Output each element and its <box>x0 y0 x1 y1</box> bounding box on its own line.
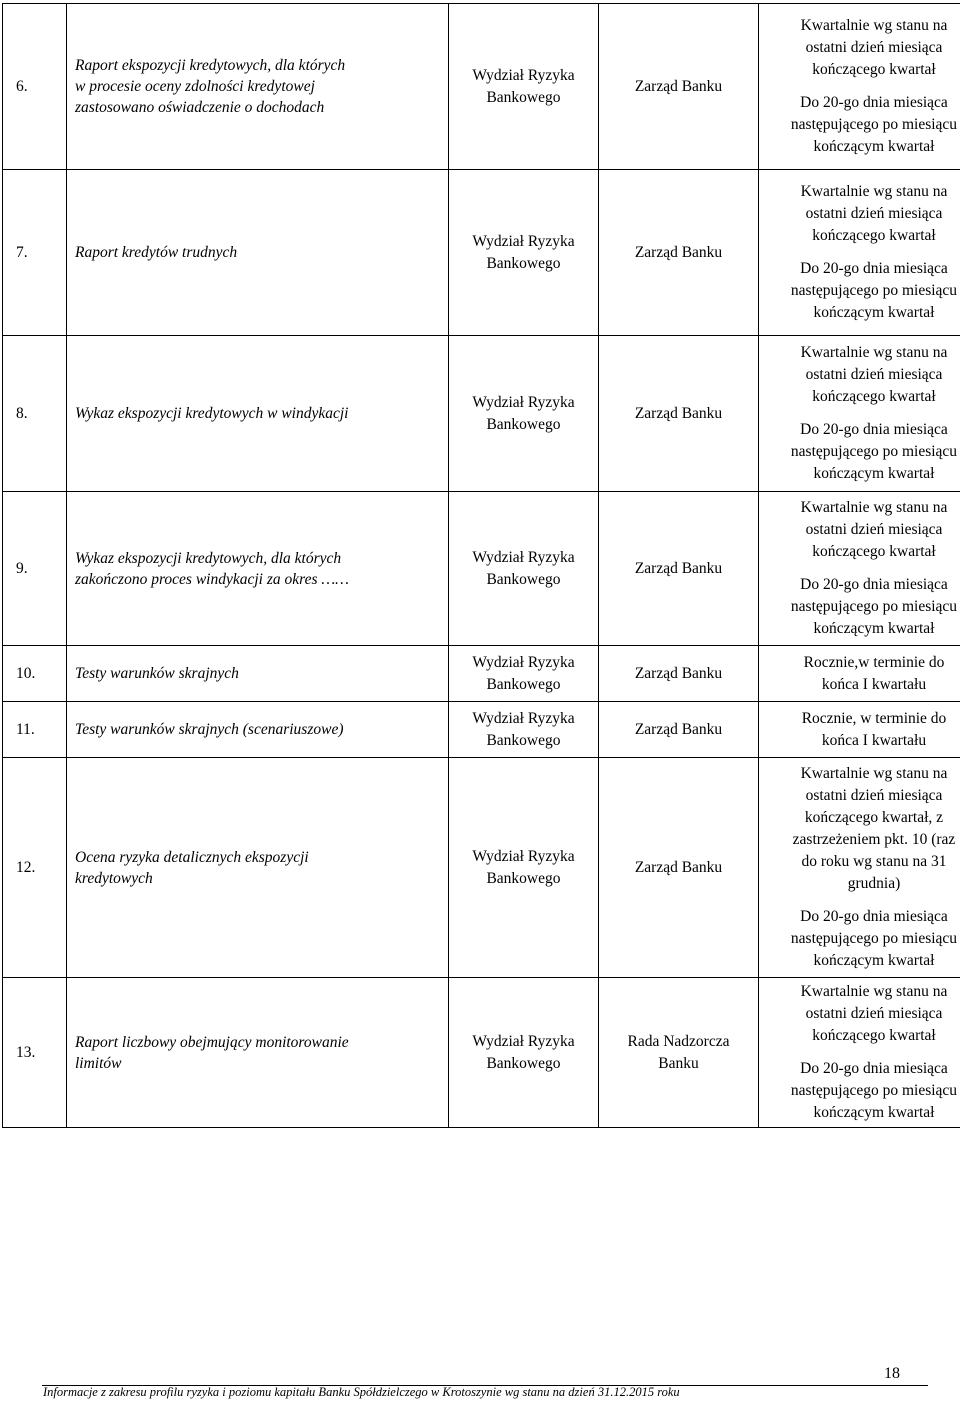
report-recipient <box>599 336 759 492</box>
reporting-frequency <box>759 170 960 336</box>
report-recipient <box>599 492 759 646</box>
frequency-schedule <box>759 181 960 247</box>
report-recipient-line: Rada Nadzorcza <box>627 1032 730 1050</box>
frequency-deadline-line: kończącym kwartał <box>813 304 935 321</box>
frequency-deadline <box>759 1058 960 1124</box>
frequency-schedule-line: kończącego kwartał <box>812 227 936 244</box>
report-recipient-line: Zarząd Banku <box>634 243 723 261</box>
row-number: 8. <box>3 336 67 492</box>
report-description-line: zakończono proces windykacji za okres …… <box>75 570 349 588</box>
frequency-deadline-line: kończącym kwartał <box>813 620 935 637</box>
page-number: 18 <box>884 1365 900 1382</box>
responsible-unit-line: Wydział Ryzyka <box>472 709 575 727</box>
frequency-schedule <box>759 708 960 752</box>
responsible-unit-line: Bankowego <box>486 1054 561 1072</box>
report-recipient <box>599 646 759 702</box>
frequency-schedule <box>759 652 960 696</box>
table-row <box>3 170 960 336</box>
frequency-deadline-line: kończącym kwartał <box>813 138 935 155</box>
table-row <box>3 646 960 702</box>
row-number: 9. <box>3 492 67 646</box>
frequency-schedule-line: ostatni dzień miesiąca <box>805 366 943 383</box>
reporting-frequency <box>759 758 960 978</box>
report-description-line: Testy warunków skrajnych <box>75 665 239 682</box>
page-number-divider <box>868 1385 928 1386</box>
frequency-schedule <box>759 763 960 895</box>
report-description-line: zastosowano oświadczenie o dochodach <box>75 99 325 116</box>
report-description <box>67 336 449 492</box>
frequency-schedule-line: Rocznie,w terminie do <box>803 653 945 671</box>
frequency-schedule-line: ostatni dzień miesiąca <box>805 39 943 56</box>
report-recipient-line: Zarząd Banku <box>634 559 723 577</box>
frequency-deadline-line: następującego po miesiącu <box>790 598 958 615</box>
responsible-unit-line: Bankowego <box>486 869 561 887</box>
report-recipient-line: Zarząd Banku <box>634 664 723 682</box>
responsible-unit <box>449 170 599 336</box>
frequency-schedule-line: kończącego kwartał <box>812 61 936 78</box>
table-row <box>3 978 960 1128</box>
report-description <box>67 4 449 170</box>
frequency-schedule-line: zastrzeżeniem pkt. 10 (raz <box>792 831 956 848</box>
row-number: 11. <box>3 702 67 758</box>
frequency-deadline-line: następującego po miesiącu <box>790 282 958 299</box>
report-description <box>67 646 449 702</box>
responsible-unit <box>449 702 599 758</box>
frequency-schedule-line: Kwartalnie wg stanu na <box>800 499 948 516</box>
frequency-schedule-line: kończącego kwartał, z <box>804 809 944 826</box>
report-description <box>67 702 449 758</box>
responsible-unit-line: Wydział Ryzyka <box>472 653 575 671</box>
frequency-deadline-line: następującego po miesiącu <box>790 1082 958 1099</box>
frequency-deadline <box>759 92 960 158</box>
row-number: 12. <box>3 758 67 978</box>
report-description <box>67 758 449 978</box>
frequency-schedule <box>759 981 960 1047</box>
frequency-deadline-line: Do 20-go dnia miesiąca <box>800 260 948 277</box>
report-description <box>67 492 449 646</box>
frequency-schedule-line: kończącego kwartał <box>812 1027 936 1044</box>
frequency-schedule <box>759 342 960 408</box>
frequency-deadline-line: Do 20-go dnia miesiąca <box>800 908 948 925</box>
frequency-deadline <box>759 906 960 972</box>
responsible-unit <box>449 336 599 492</box>
report-description-line: Raport ekspozycji kredytowych, dla których <box>75 57 346 74</box>
report-recipient-line: Zarząd Banku <box>634 858 723 876</box>
frequency-schedule-line: Kwartalnie wg stanu na <box>800 183 948 200</box>
frequency-schedule-line: końca I kwartału <box>821 731 927 749</box>
responsible-unit-line: Wydział Ryzyka <box>472 847 575 865</box>
frequency-schedule-line: Kwartalnie wg stanu na <box>800 983 948 1000</box>
frequency-schedule-line: Kwartalnie wg stanu na <box>800 17 948 34</box>
responsible-unit-line: Wydział Ryzyka <box>472 232 575 250</box>
frequency-deadline-line: Do 20-go dnia miesiąca <box>800 1060 948 1077</box>
report-description-line: Raport liczbowy obejmujący monitorowanie <box>75 1033 349 1051</box>
frequency-deadline-line: następującego po miesiącu <box>790 443 958 460</box>
report-recipient <box>599 978 759 1128</box>
responsible-unit-line: Bankowego <box>486 254 561 272</box>
frequency-schedule-line: ostatni dzień miesiąca <box>805 787 943 804</box>
responsible-unit-line: Bankowego <box>486 570 561 588</box>
table-row <box>3 492 960 646</box>
reporting-frequency <box>759 978 960 1128</box>
report-recipient <box>599 170 759 336</box>
report-description-line: kredytowych <box>75 869 153 887</box>
frequency-schedule-line: Kwartalnie wg stanu na <box>800 344 948 361</box>
report-description-line: Wykaz ekspozycji kredytowych, dla których <box>75 549 342 567</box>
row-number: 13. <box>3 978 67 1128</box>
frequency-deadline-line: kończącym kwartał <box>813 1104 935 1121</box>
row-number: 6. <box>3 4 67 170</box>
responsible-unit-line: Wydział Ryzyka <box>472 393 575 411</box>
report-recipient-line: Zarząd Banku <box>634 404 723 422</box>
frequency-schedule-line: ostatni dzień miesiąca <box>805 521 943 538</box>
report-recipient-line: Zarząd Banku <box>634 720 723 738</box>
responsible-unit-line: Wydział Ryzyka <box>472 548 575 566</box>
frequency-deadline-line: Do 20-go dnia miesiąca <box>800 576 948 593</box>
table-row <box>3 702 960 758</box>
responsible-unit <box>449 646 599 702</box>
responsible-unit <box>449 978 599 1128</box>
frequency-deadline-line: Do 20-go dnia miesiąca <box>800 94 948 111</box>
frequency-deadline-line: następującego po miesiącu <box>790 930 958 947</box>
frequency-schedule-line: kończącego kwartał <box>812 388 936 405</box>
table-row <box>3 758 960 978</box>
reporting-frequency <box>759 4 960 170</box>
frequency-schedule-line: do roku wg stanu na 31 <box>801 853 947 870</box>
frequency-schedule <box>759 497 960 563</box>
responsible-unit-line: Bankowego <box>486 675 561 693</box>
table-row <box>3 4 960 170</box>
frequency-schedule-line: kończącego kwartał <box>812 543 936 560</box>
responsible-unit-line: Bankowego <box>486 415 561 433</box>
responsible-unit <box>449 758 599 978</box>
frequency-deadline-line: Do 20-go dnia miesiąca <box>800 421 948 438</box>
frequency-schedule-line: grudnia) <box>847 875 901 892</box>
report-description-line: w procesie oceny zdolności kredytowej <box>75 78 315 95</box>
frequency-deadline <box>759 574 960 640</box>
report-recipient-line: Zarząd Banku <box>634 77 723 95</box>
report-recipient-line: Banku <box>658 1054 699 1072</box>
report-description-line: Raport kredytów trudnych <box>75 244 238 261</box>
frequency-schedule-line: ostatni dzień miesiąca <box>805 1005 943 1022</box>
frequency-schedule-line: końca I kwartału <box>821 675 927 693</box>
report-recipient <box>599 4 759 170</box>
responsible-unit-line: Wydział Ryzyka <box>472 1032 575 1050</box>
responsible-unit-line: Wydział Ryzyka <box>472 66 575 84</box>
frequency-deadline-line: następującego po miesiącu <box>790 116 958 133</box>
frequency-schedule <box>759 15 960 81</box>
row-number: 10. <box>3 646 67 702</box>
reporting-frequency <box>759 492 960 646</box>
row-number: 7. <box>3 170 67 336</box>
responsible-unit <box>449 492 599 646</box>
footer-text: Informacje z zakresu profilu ryzyka i poziomu kapitału Banku Spółdzielczego w Krotoszynie wg stanu na dzień 31.12.2015 roku <box>43 1385 680 1399</box>
report-description-line: Testy warunków skrajnych (scenariuszowe) <box>75 721 344 738</box>
report-description-line: limitów <box>75 1054 122 1072</box>
frequency-schedule-line: Kwartalnie wg stanu na <box>800 765 948 782</box>
reporting-frequency <box>759 646 960 702</box>
responsible-unit <box>449 4 599 170</box>
report-table-body <box>3 4 960 1128</box>
frequency-schedule-line: ostatni dzień miesiąca <box>805 205 943 222</box>
report-recipient <box>599 702 759 758</box>
report-recipient <box>599 758 759 978</box>
report-table <box>2 3 960 1128</box>
frequency-deadline-line: kończącym kwartał <box>813 465 935 482</box>
frequency-schedule-line: Rocznie, w terminie do <box>801 709 947 727</box>
reporting-frequency <box>759 702 960 758</box>
responsible-unit-line: Bankowego <box>486 731 561 749</box>
responsible-unit-line: Bankowego <box>486 88 561 106</box>
frequency-deadline-line: kończącym kwartał <box>813 952 935 969</box>
table-row <box>3 336 960 492</box>
report-description <box>67 978 449 1128</box>
report-description-line: Wykaz ekspozycji kredytowych w windykacji <box>75 405 349 422</box>
frequency-deadline <box>759 258 960 324</box>
report-description <box>67 170 449 336</box>
reporting-frequency <box>759 336 960 492</box>
frequency-deadline <box>759 419 960 485</box>
report-description-line: Ocena ryzyka detalicznych ekspozycji <box>75 848 309 866</box>
